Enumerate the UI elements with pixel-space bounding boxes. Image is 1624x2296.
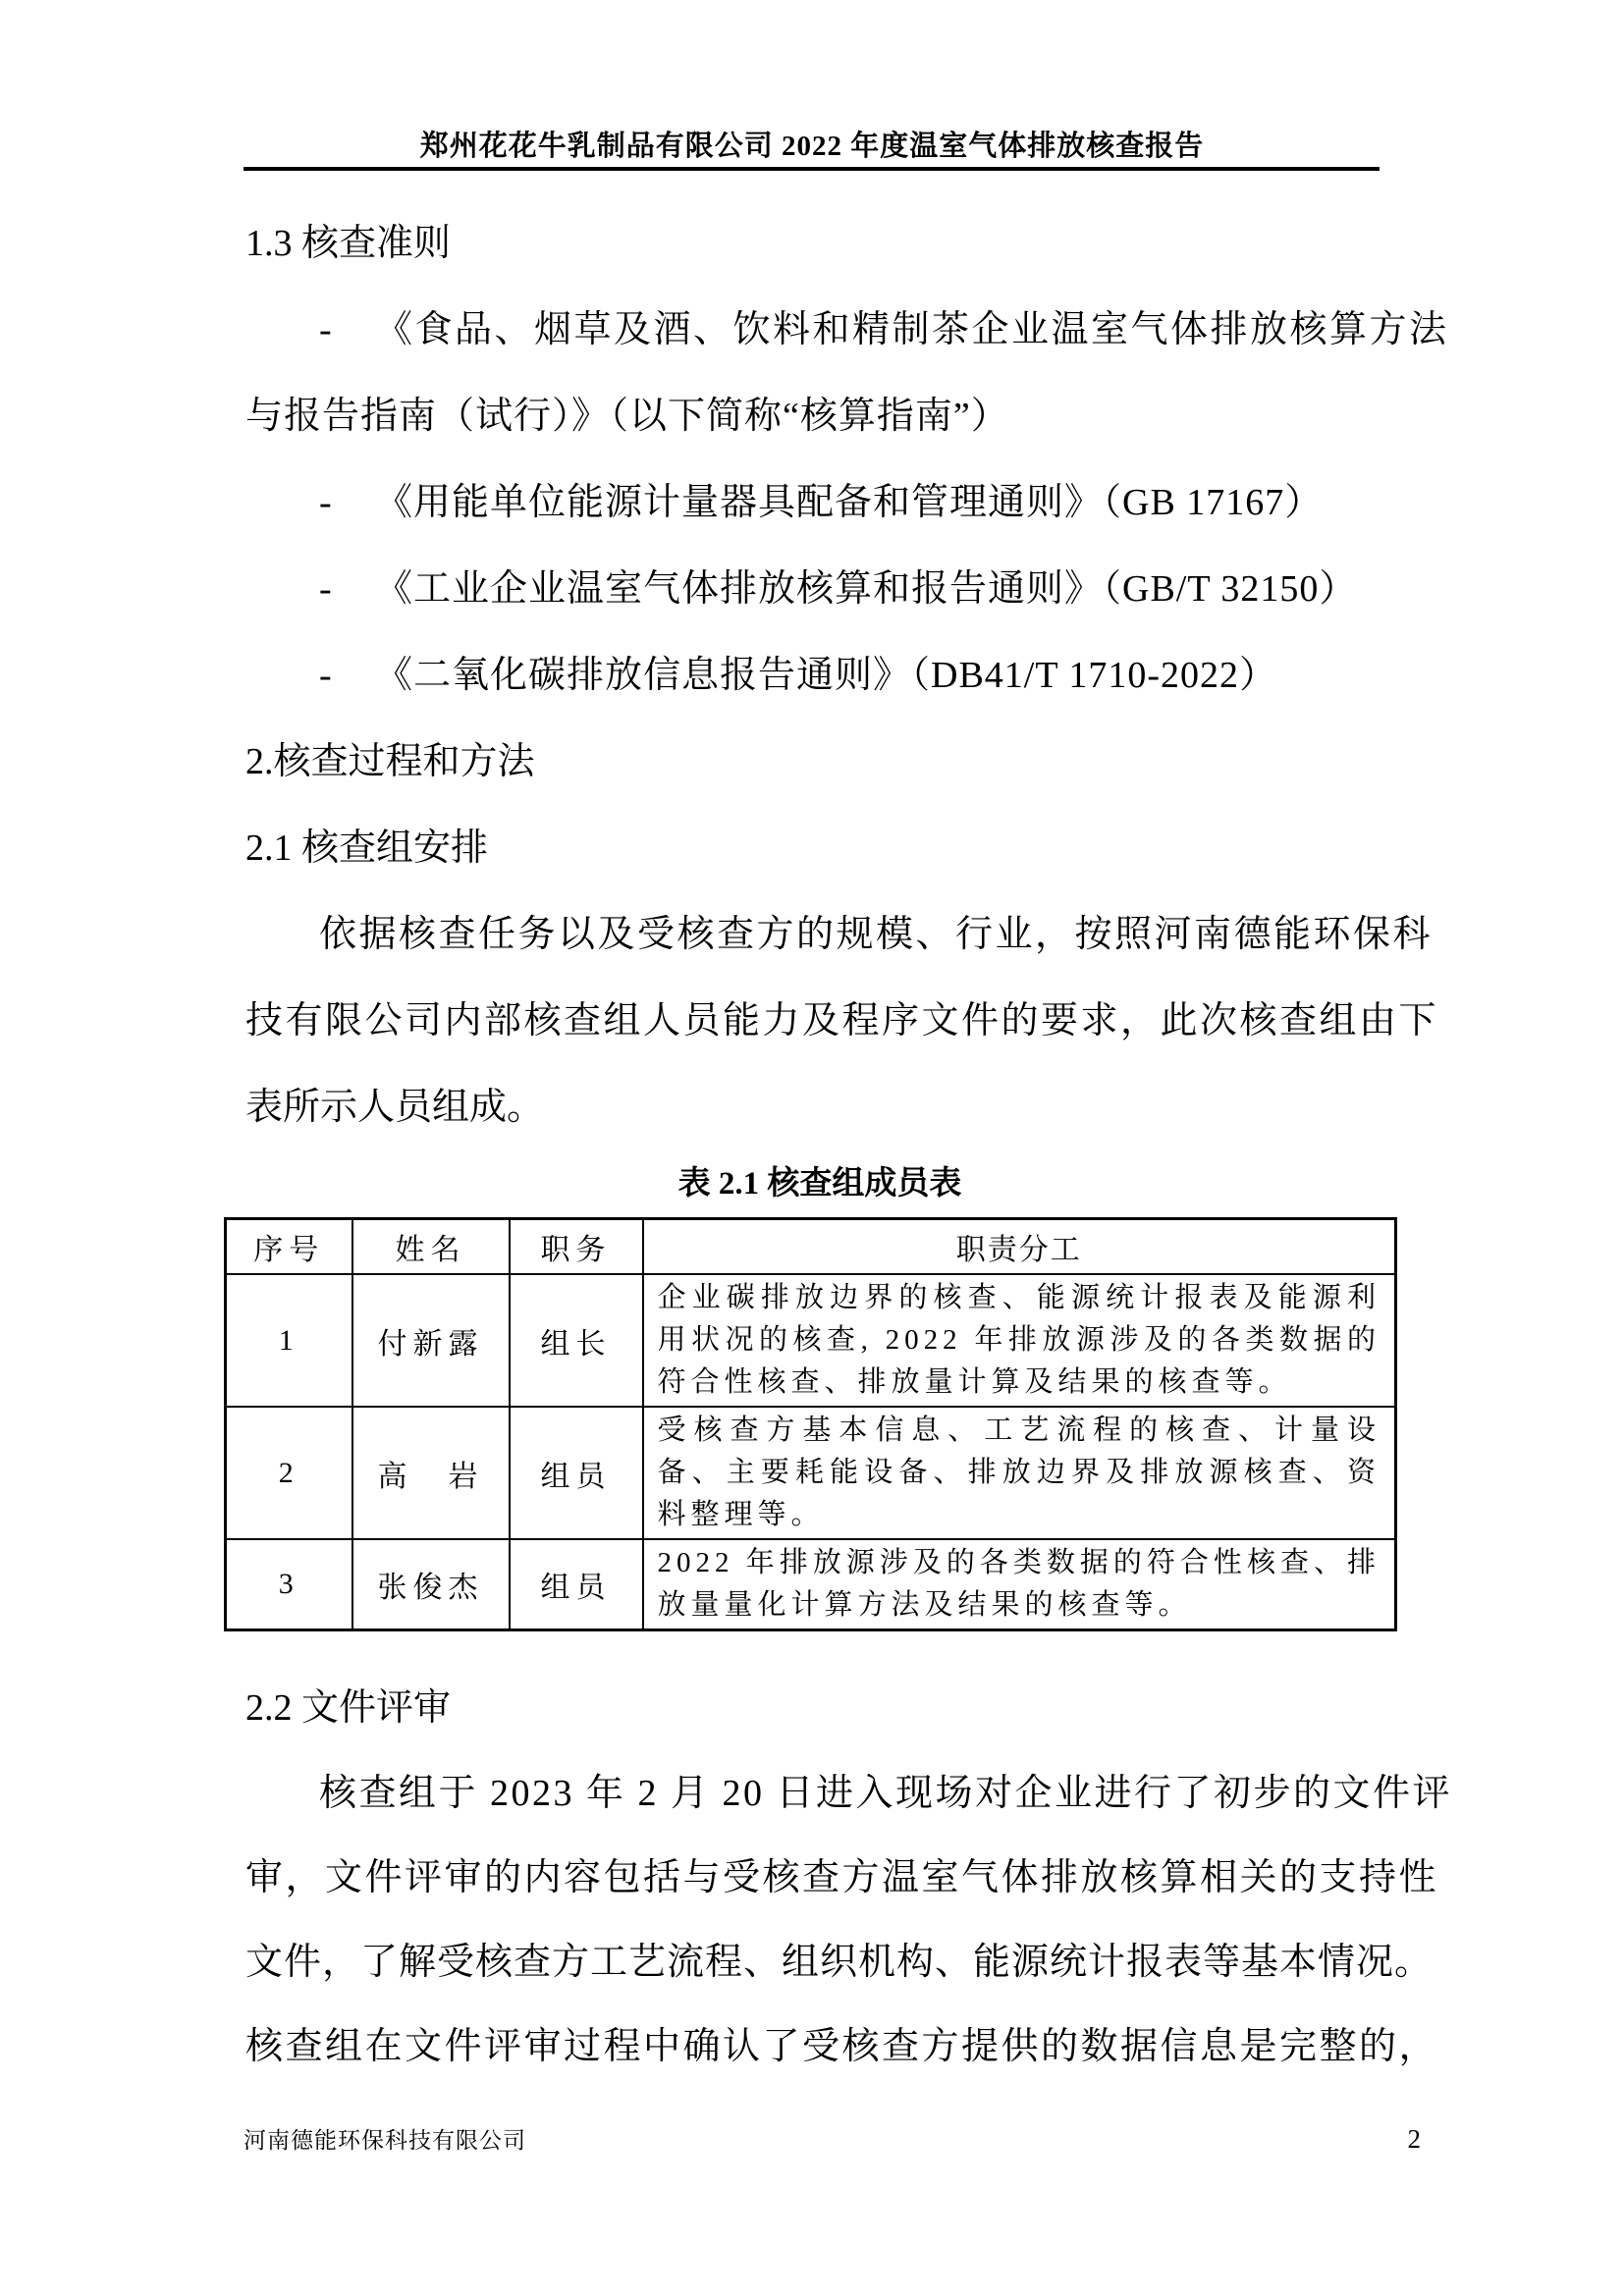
- para-2-1-line-1: 依据核查任务以及受核查方的规模、行业，按照河南德能环保科: [319, 914, 1434, 955]
- list-item-1-text: 《食品、烟草及酒、饮料和精制茶企业温室气体排放核算方法: [375, 309, 1449, 350]
- list-item-3: [245, 546, 1394, 632]
- section-heading-2-1: 2.1 核查组安排: [245, 828, 489, 869]
- section-heading-2-2: 2.2 文件评审: [245, 1687, 452, 1729]
- list-dash: -: [319, 482, 333, 523]
- list-item-2-text: 《用能单位能源计量器具配备和管理通则》（GB 17167）: [375, 482, 1324, 523]
- para-2-2-line-1: 核查组于 2023 年 2 月 20 日进入现场对企业进行了初步的文件评: [319, 1773, 1453, 1814]
- members-table-wrap: [224, 1217, 1397, 1631]
- list-item-1-line-2: 与报告指南（试行）》（以下简称“核算指南”）: [245, 396, 1009, 437]
- footer-company: 河南德能环保科技有限公司: [244, 2128, 526, 2153]
- cell-duty: 2022 年排放源涉及的各类数据的符合性核查、排放量量化计算方法及结果的核查等。: [643, 1539, 1396, 1630]
- cell-no: 1: [226, 1274, 352, 1407]
- section-heading-1-3: 1.3 核查准则: [245, 223, 452, 264]
- cell-no: 2: [226, 1407, 352, 1539]
- cell-role: 组员: [510, 1539, 643, 1630]
- cell-duty: 企业碳排放边界的核查、能源统计报表及能源利用状况的核查, 2022 年排放源涉及的各类数据的符合性核查、排放量计算及结果的核查等。: [643, 1274, 1396, 1407]
- cell-role: 组长: [510, 1274, 643, 1407]
- list-dash: -: [319, 655, 333, 696]
- cell-name: 高 岩: [352, 1407, 510, 1539]
- main-text-column: [245, 200, 1449, 1217]
- cell-name: 张俊杰: [352, 1539, 510, 1630]
- cell-role: 组员: [510, 1407, 643, 1539]
- section-heading-2: 2.核查过程和方法: [245, 741, 535, 782]
- page-footer: [244, 2122, 1421, 2155]
- list-item-4-text: 《二氧化碳排放信息报告通则》（DB41/T 1710-2022）: [375, 655, 1278, 696]
- table-caption: 表 2.1 核查组成员表: [677, 1166, 962, 1201]
- list-dash: -: [319, 568, 333, 610]
- cell-duty: 受核查方基本信息、工艺流程的核查、计量设备、主要耗能设备、排放边界及排放源核查、资料整理等。: [643, 1407, 1396, 1539]
- section-2-2-block: [245, 1665, 1453, 2089]
- members-table: [224, 1217, 1397, 1631]
- table-row: [226, 1539, 1396, 1630]
- cell-name: 付新露: [352, 1274, 510, 1407]
- column-header-role: 职务: [510, 1219, 643, 1275]
- list-item-2: [245, 459, 1394, 546]
- column-header-duty: 职责分工: [643, 1219, 1396, 1275]
- column-header-no: 序号: [226, 1219, 352, 1275]
- list-item-4: [245, 632, 1394, 719]
- table-header-row: [226, 1219, 1396, 1275]
- para-2-2-line-2: 审，文件评审的内容包括与受核查方温室气体排放核算相关的支持性: [245, 1857, 1439, 1898]
- table-row: [226, 1274, 1396, 1407]
- list-dash: -: [319, 309, 335, 350]
- page-header-title: 郑州花花牛乳制品有限公司 2022 年度温室气体排放核查报告: [419, 131, 1205, 162]
- para-2-1-line-2: 技有限公司内部核查组人员能力及程序文件的要求，此次核查组由下: [245, 1000, 1439, 1041]
- header-rule: [244, 167, 1380, 171]
- list-item-3-text: 《工业企业温室气体排放核算和报告通则》（GB/T 32150）: [375, 568, 1358, 610]
- column-header-name: 姓名: [352, 1219, 510, 1275]
- para-2-2-line-3: 文件，了解受核查方工艺流程、组织机构、能源统计报表等基本情况。: [245, 1942, 1434, 1983]
- para-2-1-line-3: 表所示人员组成。: [245, 1087, 545, 1128]
- para-2-2-line-4: 核查组在文件评审过程中确认了受核查方提供的数据信息是完整的，: [245, 2026, 1439, 2067]
- cell-no: 3: [226, 1539, 352, 1630]
- table-row: [226, 1407, 1396, 1539]
- footer-page-number: 2: [1407, 2124, 1421, 2154]
- list-item-1-line-1: [245, 287, 1449, 373]
